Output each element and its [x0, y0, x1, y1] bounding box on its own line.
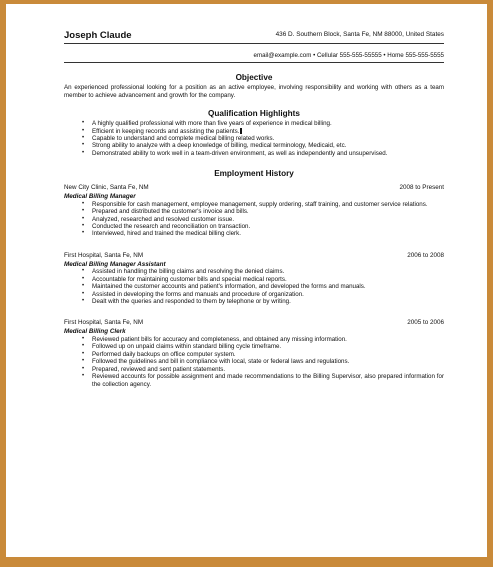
list-item: • Reviewed accounts for possible assignment and made recommendations to the Billing Supervisor, also prepared information for the collection agency. [82, 373, 444, 388]
list-item: • Maintained the customer accounts and patient's information, and developed the forms and manuals. [82, 283, 444, 290]
list-item: • Dealt with the queries and responded to them by telephone or by writing. [82, 298, 444, 305]
job-employer: First Hospital, Santa Fe, NM [64, 319, 144, 327]
list-item-text: Efficient in keeping records and assisting the patients. [92, 127, 240, 135]
list-item: • Analyzed, researched and resolved customer issue. [82, 216, 444, 223]
list-item: • Followed up on unpaid claims within standard billing cycle timeframe. [82, 343, 444, 350]
list-item: • Assisted in developing the forms and manuals and procedure of organization. [82, 291, 444, 298]
qualifications-list [64, 120, 444, 157]
objective-heading: Objective [235, 73, 273, 82]
list-item: • Prepared and distributed the customer's invoice and bills. [82, 208, 444, 215]
job-header [64, 184, 444, 192]
job-title: Medical Billing Clerk [64, 328, 126, 336]
list-item: • Performed daily backups on office computer system. [82, 351, 444, 358]
contact-line: email@example.com • Cellular 555-555-55555 • Home 555-555-5555 [253, 52, 444, 59]
list-item: • Strong ability to analyze with a deep knowledge of billing, medical terminology, Medicaid, etc. [82, 142, 444, 149]
job-duties [64, 268, 444, 305]
list-item: • Interviewed, hired and trained the medical billing clerk. [82, 230, 444, 237]
list-item: • Responsible for cash management, employee management, supply ordering, staff training, and customer service relations. [82, 201, 444, 208]
resume-document [64, 30, 444, 388]
job-title: Medical Billing Manager Assistant [64, 260, 166, 268]
job-duties [64, 336, 444, 388]
list-item: • Capable to understand and complete medical billing related works. [82, 135, 444, 142]
job-employer: First Hospital, Santa Fe, NM [64, 251, 144, 259]
job-entry [64, 319, 444, 387]
job-duties [64, 201, 444, 238]
list-item: • A highly qualified professional with more than five years of experience in medical billing. [82, 120, 444, 127]
job-entry [64, 184, 444, 238]
list-item: • Followed the guidelines and bill in compliance with local, state or federal laws and regulations. [82, 358, 444, 365]
objective-text: An experienced professional looking for a position as an active employee, involving responsibility and working with others as a team member to achieve advancement and growth for the company. [64, 84, 444, 99]
job-title: Medical Billing Manager [64, 193, 136, 201]
contact-divider [64, 62, 444, 63]
text-cursor [240, 128, 242, 134]
employment-heading: Employment History [214, 169, 294, 179]
candidate-name: Joseph Claude [64, 30, 132, 41]
list-item: • Prepared, reviewed and sent patient statements. [82, 366, 444, 373]
qualifications-heading: Qualification Highlights [208, 109, 300, 119]
job-entry [64, 252, 444, 306]
job-employer: New City Clinic, Santa Fe, NM [64, 184, 149, 192]
job-dates: 2006 to 2008 [407, 251, 444, 259]
list-item: • Conducted the research and reconciliation on transaction. [82, 223, 444, 230]
list-item: • Assisted in handling the billing claims and resolving the denied claims. [82, 268, 444, 275]
list-item: • Accountable for maintaining customer bills and special medical reports. [82, 276, 444, 283]
job-dates: 2005 to 2006 [407, 319, 444, 327]
job-header [64, 252, 444, 260]
job-dates: 2008 to Present [399, 184, 444, 192]
list-item: • Reviewed patient bills for accuracy and completeness, and obtained any missing information. [82, 336, 444, 343]
list-item [82, 128, 444, 135]
list-item: • Demonstrated ability to work well in a team-driven environment, as well as independently and unsupervised. [82, 150, 444, 157]
job-header [64, 319, 444, 327]
header-divider [64, 43, 444, 44]
resume-header [64, 30, 444, 44]
candidate-address: 436 D. Southern Block, Santa Fe, NM 88000, United States [275, 31, 444, 38]
